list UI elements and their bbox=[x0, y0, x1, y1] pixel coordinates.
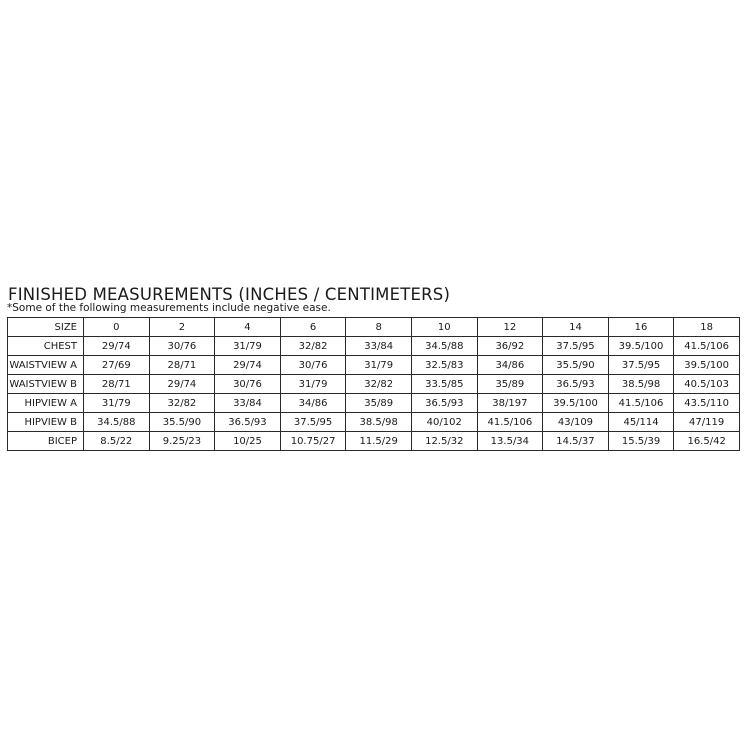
measurement-cell: 41.5/106 bbox=[674, 337, 740, 356]
measurement-cell: 39.5/100 bbox=[608, 337, 674, 356]
size-header-cell: 8 bbox=[346, 318, 412, 337]
measurement-cell: 47/119 bbox=[674, 413, 740, 432]
measurements-sheet bbox=[7, 286, 739, 451]
row-label: HIPVIEW B bbox=[8, 413, 84, 432]
row-label: HIPVIEW A bbox=[8, 394, 84, 413]
measurement-cell: 40.5/103 bbox=[674, 375, 740, 394]
measurement-cell: 37.5/95 bbox=[543, 337, 609, 356]
measurement-cell: 36.5/93 bbox=[411, 394, 477, 413]
measurement-cell: 31/79 bbox=[215, 337, 281, 356]
table-row bbox=[8, 394, 740, 413]
row-label: CHEST bbox=[8, 337, 84, 356]
size-header-cell: 12 bbox=[477, 318, 543, 337]
measurement-cell: 36/92 bbox=[477, 337, 543, 356]
measurement-cell: 30/76 bbox=[149, 337, 215, 356]
negative-ease-note: *Some of the following measurements include negative ease. bbox=[7, 302, 331, 314]
measurement-cell: 38.5/98 bbox=[608, 375, 674, 394]
measurement-cell: 35/89 bbox=[346, 394, 412, 413]
size-header-cell: 10 bbox=[411, 318, 477, 337]
measurement-cell: 16.5/42 bbox=[674, 432, 740, 451]
measurement-cell: 41.5/106 bbox=[477, 413, 543, 432]
measurement-cell: 31/79 bbox=[84, 394, 150, 413]
size-header-cell: 4 bbox=[215, 318, 281, 337]
measurement-cell: 33/84 bbox=[346, 337, 412, 356]
measurement-cell: 43.5/110 bbox=[674, 394, 740, 413]
size-header-cell: 14 bbox=[543, 318, 609, 337]
measurement-cell: 28/71 bbox=[84, 375, 150, 394]
measurement-cell: 10/25 bbox=[215, 432, 281, 451]
row-label: WAISTVIEW A bbox=[8, 356, 84, 375]
measurement-cell: 40/102 bbox=[411, 413, 477, 432]
measurement-cell: 36.5/93 bbox=[215, 413, 281, 432]
measurement-cell: 13.5/34 bbox=[477, 432, 543, 451]
table-header-row bbox=[8, 318, 740, 337]
measurement-cell: 15.5/39 bbox=[608, 432, 674, 451]
size-header-cell: 18 bbox=[674, 318, 740, 337]
page-title: FINISHED MEASUREMENTS (INCHES / CENTIMETERS) bbox=[8, 285, 451, 304]
row-label: WAISTVIEW B bbox=[8, 375, 84, 394]
row-label: BICEP bbox=[8, 432, 84, 451]
measurement-cell: 34.5/88 bbox=[411, 337, 477, 356]
measurement-cell: 45/114 bbox=[608, 413, 674, 432]
measurement-cell: 36.5/93 bbox=[543, 375, 609, 394]
table-row bbox=[8, 413, 740, 432]
measurement-cell: 35/89 bbox=[477, 375, 543, 394]
measurement-cell: 32/82 bbox=[280, 337, 346, 356]
measurement-cell: 38.5/98 bbox=[346, 413, 412, 432]
measurements-table bbox=[7, 317, 740, 451]
measurement-cell: 29/74 bbox=[215, 356, 281, 375]
size-header-cell: 16 bbox=[608, 318, 674, 337]
measurement-cell: 37.5/95 bbox=[608, 356, 674, 375]
measurement-cell: 35.5/90 bbox=[149, 413, 215, 432]
table-row bbox=[8, 356, 740, 375]
measurement-cell: 32/82 bbox=[149, 394, 215, 413]
measurement-cell: 34.5/88 bbox=[84, 413, 150, 432]
measurement-cell: 27/69 bbox=[84, 356, 150, 375]
measurement-cell: 41.5/106 bbox=[608, 394, 674, 413]
measurement-cell: 29/74 bbox=[84, 337, 150, 356]
measurement-cell: 8.5/22 bbox=[84, 432, 150, 451]
measurement-cell: 39.5/100 bbox=[674, 356, 740, 375]
size-header-cell: 2 bbox=[149, 318, 215, 337]
measurement-cell: 34/86 bbox=[477, 356, 543, 375]
measurement-cell: 29/74 bbox=[149, 375, 215, 394]
measurement-cell: 31/79 bbox=[280, 375, 346, 394]
measurement-cell: 10.75/27 bbox=[280, 432, 346, 451]
table-row bbox=[8, 432, 740, 451]
size-header-cell: 0 bbox=[84, 318, 150, 337]
measurement-cell: 43/109 bbox=[543, 413, 609, 432]
measurement-cell: 30/76 bbox=[215, 375, 281, 394]
size-header-label: SIZE bbox=[8, 318, 84, 337]
measurement-cell: 32/82 bbox=[346, 375, 412, 394]
measurement-cell: 33/84 bbox=[215, 394, 281, 413]
measurement-cell: 35.5/90 bbox=[543, 356, 609, 375]
measurement-cell: 14.5/37 bbox=[543, 432, 609, 451]
table-row bbox=[8, 337, 740, 356]
measurement-cell: 11.5/29 bbox=[346, 432, 412, 451]
measurement-cell: 30/76 bbox=[280, 356, 346, 375]
measurement-cell: 9.25/23 bbox=[149, 432, 215, 451]
measurement-cell: 39.5/100 bbox=[543, 394, 609, 413]
measurement-cell: 31/79 bbox=[346, 356, 412, 375]
measurement-cell: 33.5/85 bbox=[411, 375, 477, 394]
measurement-cell: 34/86 bbox=[280, 394, 346, 413]
measurement-cell: 37.5/95 bbox=[280, 413, 346, 432]
table-row bbox=[8, 375, 740, 394]
measurement-cell: 12.5/32 bbox=[411, 432, 477, 451]
measurement-cell: 28/71 bbox=[149, 356, 215, 375]
measurement-cell: 32.5/83 bbox=[411, 356, 477, 375]
measurement-cell: 38/197 bbox=[477, 394, 543, 413]
size-header-cell: 6 bbox=[280, 318, 346, 337]
